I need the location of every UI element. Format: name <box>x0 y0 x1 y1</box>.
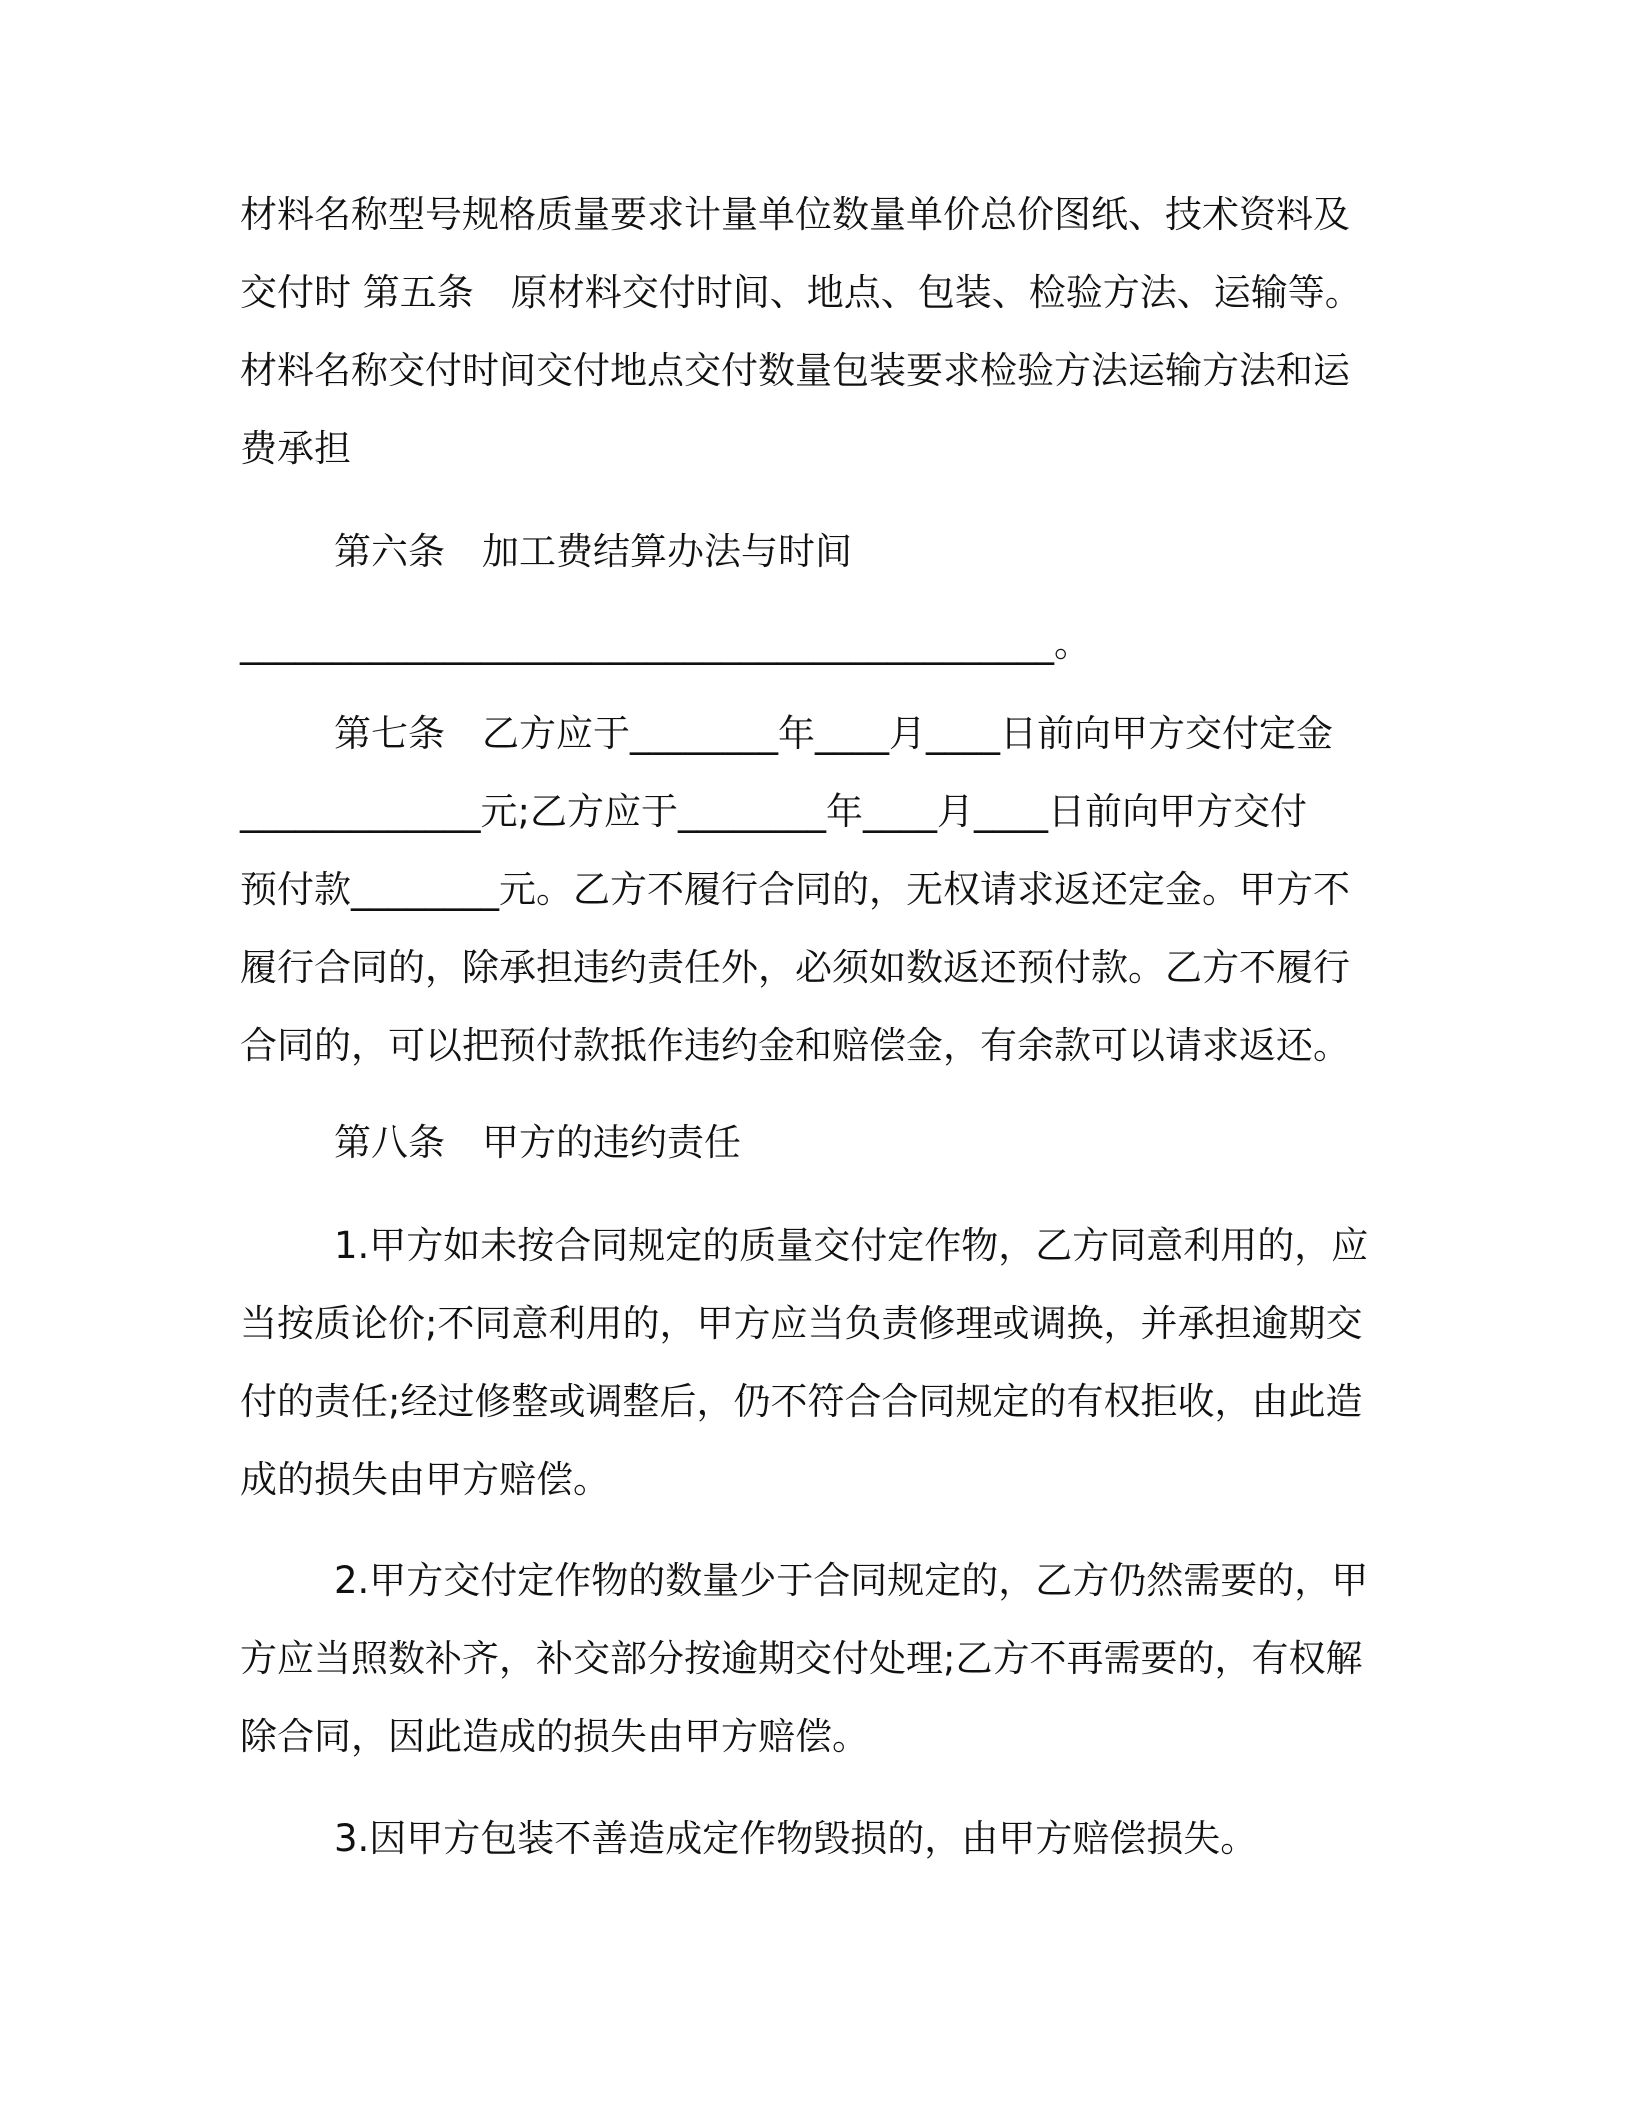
article-8-item-1-line-4: 成的损失由甲方赔偿。 <box>240 1458 610 1501</box>
materials-line-1: 材料名称型号规格质量要求计量单位数量单价总价图纸、技术资料及 <box>240 193 1350 236</box>
article-8-item-2-line-2: 方应当照数补齐，补交部分按逾期交付处理;乙方不再需要的，有权解 <box>240 1637 1363 1680</box>
article-7-line-2: _____________元;乙方应于________年____月____日前向甲方交付 <box>240 790 1307 833</box>
article-8-item-2-line-3: 除合同，因此造成的损失由甲方赔偿。 <box>240 1715 869 1758</box>
article-7-line-3: 预付款________元。乙方不履行合同的，无权请求返还定金。甲方不 <box>240 868 1350 911</box>
article-8-item-1-line-2: 当按质论价;不同意利用的，甲方应当负责修理或调换，并承担逾期交 <box>240 1302 1363 1345</box>
article-7-line-4: 履行合同的，除承担违约责任外，必须如数返还预付款。乙方不履行 <box>240 946 1350 989</box>
article-8-item-3-line-1: 3.因甲方包装不善造成定作物毁损的，由甲方赔偿损失。 <box>334 1817 1258 1860</box>
article-8-item-1-line-3: 付的责任;经过修整或调整后，仍不符合合同规定的有权拒收，由此造 <box>240 1380 1363 1423</box>
materials-line-4: 费承担 <box>240 427 351 470</box>
article-8-item-1-line-1: 1.甲方如未按合同规定的质量交付定作物，乙方同意利用的，应 <box>334 1224 1369 1267</box>
article-8-item-2-line-1: 2.甲方交付定作物的数量少于合同规定的，乙方仍然需要的，甲 <box>334 1559 1369 1602</box>
article-7-line-1: 第七条 乙方应于________年____月____日前向甲方交付定金 <box>334 712 1333 755</box>
article-6-heading: 第六条 加工费结算办法与时间 <box>334 530 852 573</box>
materials-line-2: 交付时 第五条 原材料交付时间、地点、包装、检验方法、运输等。 <box>240 271 1362 314</box>
materials-line-3: 材料名称交付时间交付地点交付数量包装要求检验方法运输方法和运 <box>240 349 1350 392</box>
article-6-blank-line: ____________________________________________。 <box>240 622 1091 665</box>
article-7-line-5: 合同的，可以把预付款抵作违约金和赔偿金，有余款可以请求返还。 <box>240 1024 1350 1067</box>
article-8-heading: 第八条 甲方的违约责任 <box>334 1121 741 1164</box>
